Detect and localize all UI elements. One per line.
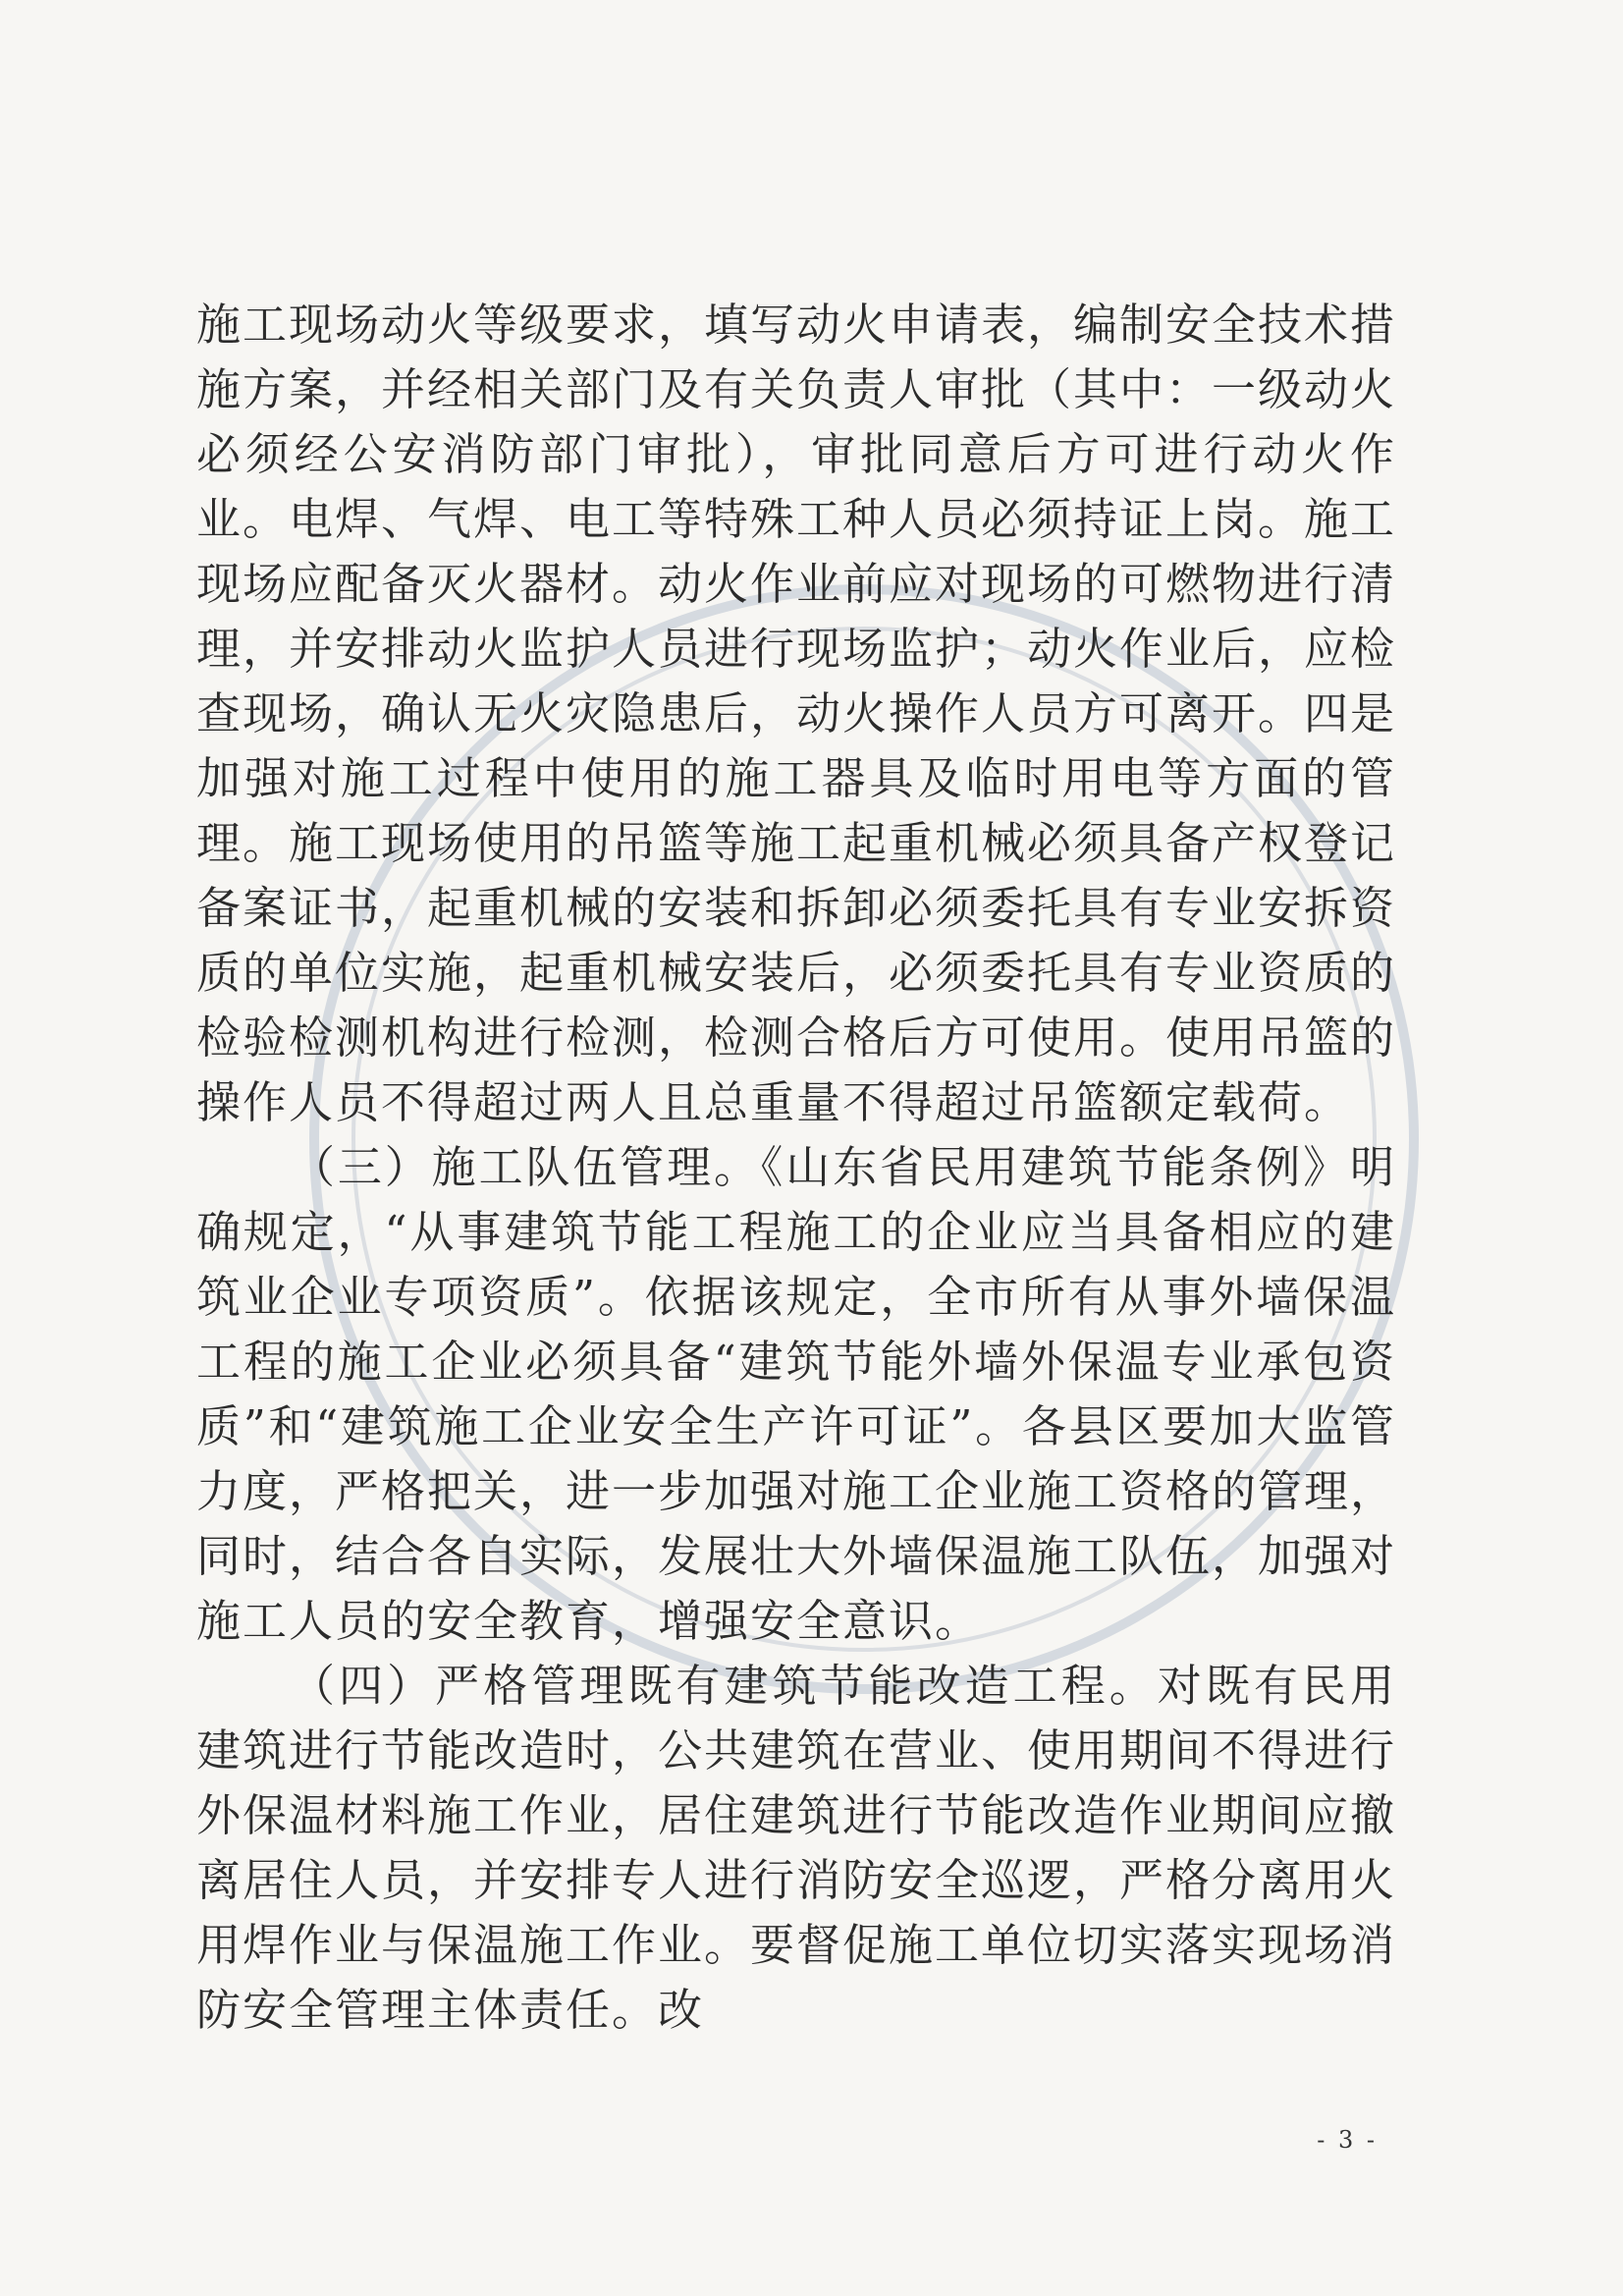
page-number: - 3 -: [1317, 2126, 1378, 2154]
paragraph-fire-work-management: 施工现场动火等级要求，填写动火申请表，编制安全技术措施方案，并经相关部门及有关负责人审批（其中：一级动火必须经公安消防部门审批），审批同意后方可进行动火作业。电焊、气焊、电工等特殊工种人员必须持证上岗。施工现场应配备灭火器材。动火作业前应对现场的可燃物进行清理，并安排动火监护人员进行现场监护；动火作业后，应检查现场，确认无火灾隐患后，动火操作人员方可离开。四是加强对施工过程中使用的施工器具及临时用电等方面的管理。施工现场使用的吊篮等施工起重机械必须具备产权登记备案证书，起重机械的安装和拆卸必须委托具有专业安拆资质的单位实施，起重机械安装后，必须委托具有专业资质的检验检测机构进行检测，检测合格后方可使用。使用吊篮的操作人员不得超过两人且总重量不得超过吊篮额定载荷。: [196, 299, 1397, 1128]
document-body: [196, 293, 1396, 2043]
paragraph-existing-building-retrofit: （四）严格管理既有建筑节能改造工程。对既有民用建筑进行节能改造时，公共建筑在营业、使用期间不得进行外保温材料施工作业，居住建筑进行节能改造作业期间应撤离居住人员，并安排专人进行消防安全巡逻，严格分离用火用焊作业与保温施工作业。要督促施工单位切实落实现场消防安全管理主体责任。改: [196, 1660, 1397, 2036]
paragraph-construction-team-management: （三）施工队伍管理。《山东省民用建筑节能条例》明确规定，“从事建筑节能工程施工的企业应当具备相应的建筑业企业专项资质”。依据该规定，全市所有从事外墙保温工程的施工企业必须具备“建筑节能外墙外保温专业承包资质”和“建筑施工企业安全生产许可证”。各县区要加大监管力度，严格把关，进一步加强对施工企业施工资格的管理，同时，结合各自实际，发展壮大外墙保温施工队伍，加强对施工人员的安全教育，增强安全意识。: [196, 1141, 1397, 1647]
